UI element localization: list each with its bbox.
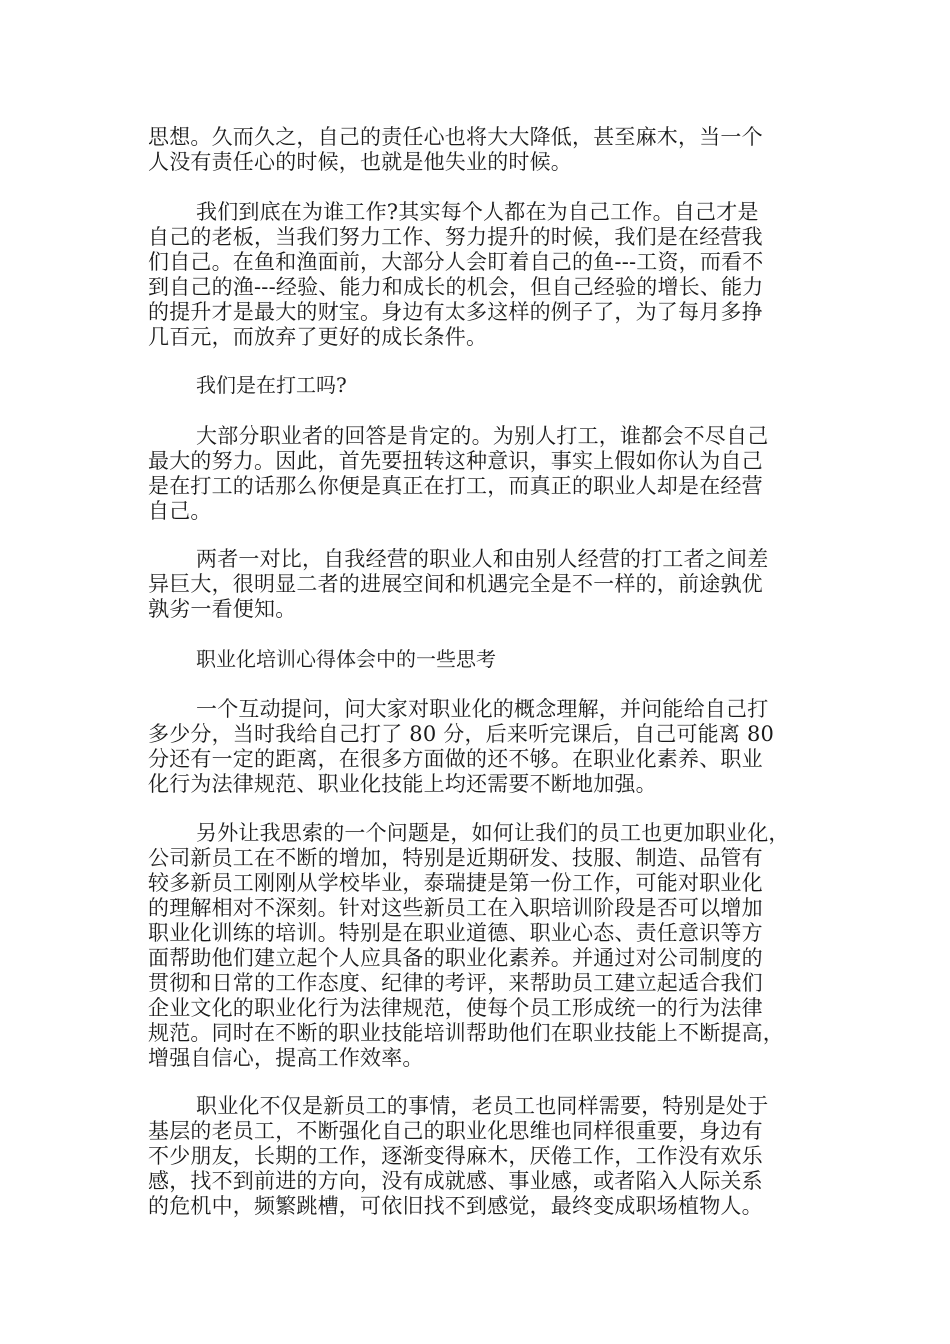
text-line: 公司新员工在不断的增加，特别是近期研发、技服、制造、品管有 xyxy=(148,846,763,870)
text-line: 基层的老员工，不断强化自己的职业化思维也同样很重要，身边有 xyxy=(148,1119,763,1143)
text-line: 贯彻和日常的工作态度、纪律的考评，来帮助员工建立起适合我们 xyxy=(148,971,763,995)
paragraph-continuation xyxy=(148,125,808,175)
text-line: 思想。久而久之，自己的责任心也将大大降低，甚至麻木，当一个 xyxy=(148,125,763,149)
text-line: 我们到底在为谁工作?其实每个人都在为自己工作。自己才是 xyxy=(196,200,759,224)
text-line: 职业化不仅是新员工的事情，老员工也同样需要，特别是处于 xyxy=(196,1094,769,1118)
text-line: 分还有一定的距离，在很多方面做的还不够。在职业化素养、职业 xyxy=(148,747,763,771)
text-line: 面帮助他们建立起个人应具备的职业化素养。并通过对公司制度的 xyxy=(148,946,763,970)
text-line: 几百元，而放弃了更好的成长条件。 xyxy=(148,325,488,349)
paragraph xyxy=(148,200,808,350)
text-line: 的理解相对不深刻。针对这些新员工在入职培训阶段是否可以增加 xyxy=(148,896,763,920)
text-line: 企业文化的职业化行为法律规范，使每个员工形成统一的行为法律 xyxy=(148,996,763,1020)
paragraph xyxy=(148,547,808,622)
text-line: 化行为法律规范、职业化技能上均还需要不断地加强。 xyxy=(148,772,657,796)
text-line: 是在打工的话那么你便是真正在打工，而真正的职业人却是在经营 xyxy=(148,474,763,498)
text-line: 孰劣一看便知。 xyxy=(148,597,297,621)
text-line: 多少分，当时我给自己打了 80 分，后来听完课后，自己可能离 80 xyxy=(148,722,775,746)
text-line: 们自己。在鱼和渔面前，大部分人会盯着自己的鱼---工资，而看不 xyxy=(148,250,764,274)
text-line: 规范。同时在不断的职业技能培训帮助他们在职业技能上不断提高， xyxy=(148,1021,784,1045)
text-line: 较多新员工刚刚从学校毕业，泰瑞捷是第一份工作，可能对职业化 xyxy=(148,871,763,895)
text-line: 自己的老板，当我们努力工作、努力提升的时候，我们是在经营我 xyxy=(148,225,763,249)
paragraph xyxy=(148,821,808,1071)
text-line: 另外让我思索的一个问题是，如何让我们的员工也更加职业化， xyxy=(196,821,790,845)
text-line: 职业化训练的培训。特别是在职业道德、职业心态、责任意识等方 xyxy=(148,921,763,945)
section-heading: 我们是在打工吗? xyxy=(196,373,347,397)
section-heading: 职业化培训心得体会中的一些思考 xyxy=(196,647,496,671)
paragraph xyxy=(148,697,808,797)
text-line: 不少朋友，长期的工作，逐渐变得麻木，厌倦工作，工作没有欢乐 xyxy=(148,1144,763,1168)
text-line: 人没有责任心的时候，也就是他失业的时候。 xyxy=(148,150,572,174)
text-line: 一个互动提问，问大家对职业化的概念理解，并问能给自己打 xyxy=(196,697,769,721)
text-line: 增强自信心，提高工作效率。 xyxy=(148,1046,424,1070)
text-line: 到自己的渔---经验、能力和成长的机会，但自己经验的增长、能力 xyxy=(148,275,764,299)
text-line: 感，找不到前进的方向，没有成就感、事业感，或者陷入人际关系 xyxy=(148,1169,763,1193)
text-line: 大部分职业者的回答是肯定的。为别人打工，谁都会不尽自己 xyxy=(196,424,769,448)
text-line: 两者一对比，自我经营的职业人和由别人经营的打工者之间差 xyxy=(196,547,769,571)
paragraph xyxy=(148,424,808,524)
paragraph xyxy=(148,1094,808,1219)
text-line: 最大的努力。因此，首先要扭转这种意识，事实上假如你认为自己 xyxy=(148,449,763,473)
text-line: 自己。 xyxy=(148,499,212,523)
text-line: 的危机中，频繁跳槽，可依旧找不到感觉，最终变成职场植物人。 xyxy=(148,1194,763,1218)
text-line: 的提升才是最大的财宝。身边有太多这样的例子了，为了每月多挣 xyxy=(148,300,763,324)
text-line: 异巨大，很明显二者的进展空间和机遇完全是不一样的，前途孰优 xyxy=(148,572,763,596)
